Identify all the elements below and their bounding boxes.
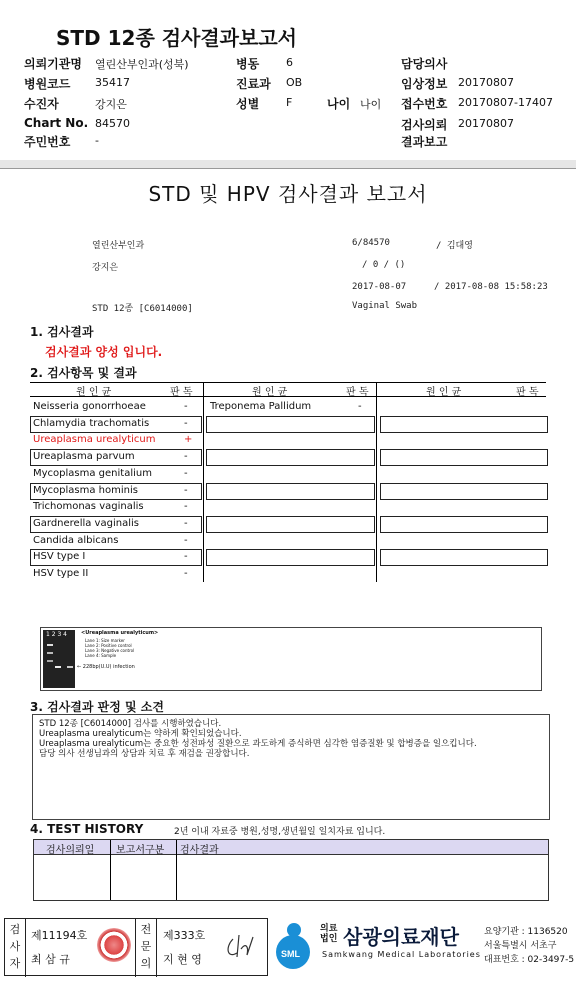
label-hospital-code: 병원코드 bbox=[24, 77, 71, 91]
empty-result-box bbox=[206, 449, 375, 466]
section3-title: 3. 검사결과 판정 및 소견 bbox=[30, 700, 164, 714]
pathogen-name: Neisseria gonorrhoeae bbox=[33, 401, 146, 412]
divider-band bbox=[0, 160, 576, 168]
pathogen-result: - bbox=[184, 485, 188, 496]
section1-title: 1. 검사결과 bbox=[30, 325, 94, 339]
empty-result-box bbox=[380, 416, 548, 433]
pathogen-result: - bbox=[184, 468, 188, 479]
specialist-label: 전문의 bbox=[135, 919, 157, 977]
meta-doctor: / 김대영 bbox=[436, 241, 473, 251]
header-result-2: 판 독 bbox=[346, 387, 369, 398]
org-english-name: Samkwang Medical Laboratories bbox=[322, 950, 481, 959]
pathogen-result: - bbox=[184, 518, 188, 529]
pathogen-result: + bbox=[184, 434, 193, 445]
report-title: STD 및 HPV 검사결과 보고서 bbox=[148, 182, 428, 206]
specialist-name: 지 현 영 bbox=[163, 953, 202, 966]
history-col-result: 검사결과 bbox=[180, 845, 219, 856]
history-col-divider bbox=[176, 840, 177, 900]
meta-test: STD 12종 [C6014000] bbox=[92, 304, 193, 314]
section2-title: 2. 검사항목 및 결과 bbox=[30, 366, 137, 380]
meta-chart: 6/84570 bbox=[352, 238, 390, 248]
value-chart-no: 84570 bbox=[95, 117, 130, 130]
org-info-code: 요양기관 : 1136520 bbox=[484, 927, 568, 937]
gel-title: <Ureaplasma urealyticum> bbox=[81, 630, 159, 636]
meta-patient: 강지은 bbox=[92, 263, 119, 273]
opinion-line: Ureaplasma urealyticum는 중요한 성전파성 질환으로 과도하게 증식하면 심각한 염증질환 및 합병증을 일으킵니다. bbox=[39, 739, 477, 749]
meta-date-report: / 2017-08-08 15:58:23 bbox=[434, 282, 548, 292]
label-hospital: 의뢰기관명 bbox=[24, 57, 82, 71]
empty-result-box bbox=[380, 549, 548, 566]
header-pathogen-2: 원 인 균 bbox=[252, 387, 288, 398]
gel-legend-item: Lane 3: Negative control bbox=[85, 648, 135, 653]
gel-legend-item: Lane 4: Sample bbox=[85, 653, 117, 658]
examiner-no: 제11194호 bbox=[31, 929, 88, 942]
gel-marker-band bbox=[47, 660, 53, 662]
meta-date-collect: 2017-08-07 bbox=[352, 282, 407, 292]
empty-result-box bbox=[380, 449, 548, 466]
gel-legend-item: Lane 2: Positive control bbox=[85, 643, 132, 648]
label-department: 진료과 bbox=[236, 77, 271, 91]
examiner-label: 검사자 bbox=[5, 919, 26, 977]
value-sex: F bbox=[286, 96, 293, 109]
label-test-request: 검사의뢰 bbox=[401, 118, 448, 132]
gel-marker-band bbox=[47, 644, 53, 646]
gel-lane-numbers: 1 2 3 4 bbox=[46, 631, 67, 638]
opinion-line: STD 12종 [C6014000] 검사를 시행하였습니다. bbox=[39, 719, 222, 729]
gel-legend bbox=[85, 638, 134, 658]
specialist-no: 제333호 bbox=[163, 929, 206, 942]
empty-result-box bbox=[380, 483, 548, 500]
empty-result-box bbox=[206, 416, 375, 433]
value-receipt-no: 20170807-17407 bbox=[458, 96, 553, 109]
empty-result-box bbox=[206, 549, 375, 566]
empty-result-box bbox=[380, 516, 548, 533]
opinion-line: Ureaplasma urealyticum는 약하게 확인되었습니다. bbox=[39, 729, 242, 739]
gel-band-text: 228bp(U.U) infection bbox=[82, 664, 135, 670]
org-prefix: 의료법인 bbox=[320, 924, 338, 944]
value-ward: 6 bbox=[286, 56, 293, 69]
label-clinical-info: 임상정보 bbox=[401, 77, 448, 91]
label-ward: 병동 bbox=[236, 57, 260, 71]
history-col-request-date: 검사의뢰일 bbox=[46, 845, 95, 856]
history-note: 2년 이내 자료중 병원,성명,생년월일 일치자료 입니다. bbox=[174, 827, 386, 837]
gel-sample-band bbox=[67, 666, 73, 668]
header-result-1: 판 독 bbox=[170, 387, 193, 398]
label-chart-no: Chart No. bbox=[24, 116, 89, 130]
history-table bbox=[33, 839, 549, 901]
seal-stamp bbox=[97, 928, 131, 962]
header-result-3: 판 독 bbox=[516, 387, 539, 398]
history-table-header bbox=[34, 840, 548, 855]
opinion-box bbox=[32, 714, 550, 820]
pathogen-name: Mycoplasma hominis bbox=[33, 485, 138, 496]
value-hospital: 열린산부인과(성북) bbox=[95, 58, 189, 71]
overall-result: 검사결과 양성 입니다. bbox=[45, 345, 163, 359]
pathogen-name: Ureaplasma parvum bbox=[33, 451, 135, 462]
label-sex: 성별 bbox=[236, 97, 260, 111]
history-col-divider bbox=[110, 840, 111, 900]
pathogen-result: - bbox=[184, 551, 188, 562]
value-department: OB bbox=[286, 76, 303, 89]
pathogen-result: - bbox=[184, 401, 188, 412]
value-patient: 강지은 bbox=[95, 98, 127, 111]
label-receipt-no: 접수번호 bbox=[401, 97, 448, 111]
document-title: STD 12종 검사결과보고서 bbox=[56, 26, 297, 50]
pathogen-result: - bbox=[184, 535, 188, 546]
meta-specimen: Vaginal Swab bbox=[352, 301, 418, 311]
value-age: 나이 bbox=[360, 98, 382, 111]
treponema-result: - bbox=[358, 401, 362, 412]
history-col-report-type: 보고서구분 bbox=[116, 845, 165, 856]
results-header bbox=[30, 382, 546, 397]
sml-logo-icon bbox=[270, 920, 316, 972]
footer bbox=[0, 918, 576, 978]
gel-band-label: ← 228bp(U.U) infection bbox=[77, 664, 135, 670]
value-hospital-code: 35417 bbox=[95, 76, 130, 89]
pathogen-name: Ureaplasma urealyticum bbox=[33, 434, 156, 445]
opinion-text bbox=[39, 719, 477, 759]
pathogen-result: - bbox=[184, 418, 188, 429]
sml-logo-text: SML bbox=[281, 949, 300, 959]
org-name: 삼광의료재단 bbox=[343, 925, 459, 949]
meta-age-sex: / 0 / () bbox=[362, 260, 406, 270]
pathogen-name: Mycoplasma genitalium bbox=[33, 468, 152, 479]
divider-line bbox=[0, 168, 576, 169]
col-divider-2 bbox=[376, 382, 377, 582]
pathogen-result: - bbox=[184, 568, 188, 579]
gel-legend-item: Lane 1: Size marker bbox=[85, 638, 125, 643]
pathogen-result: - bbox=[184, 451, 188, 462]
meta-hospital: 열린산부인과 bbox=[92, 241, 145, 251]
pathogen-name: Candida albicans bbox=[33, 535, 119, 546]
org-info-address: 서울특별시 서초구 bbox=[484, 941, 557, 951]
col-divider-1 bbox=[203, 382, 204, 582]
pathogen-result: - bbox=[184, 501, 188, 512]
pathogen-name: Trichomonas vaginalis bbox=[33, 501, 144, 512]
gel-sample-band bbox=[55, 666, 61, 668]
org-info-phone: 대표번호 : 02-3497-5 bbox=[484, 955, 575, 965]
label-resident-no: 주민번호 bbox=[24, 135, 71, 149]
pathogen-name: Chlamydia trachomatis bbox=[33, 418, 150, 429]
pathogen-name: HSV type I bbox=[33, 551, 86, 562]
label-result-report: 결과보고 bbox=[401, 135, 448, 149]
gel-electrophoresis-figure bbox=[40, 627, 542, 691]
examiner-name: 최 삼 규 bbox=[31, 953, 70, 966]
empty-result-box bbox=[206, 516, 375, 533]
pathogen-name: HSV type II bbox=[33, 568, 89, 579]
opinion-line: 담당 의사 선생님과의 상담과 치료 후 재검을 권장합니다. bbox=[39, 749, 250, 759]
header-pathogen-3: 원 인 균 bbox=[426, 387, 462, 398]
label-age: 나이 bbox=[327, 97, 351, 111]
value-resident-no: - bbox=[95, 134, 99, 147]
header-pathogen-1: 원 인 균 bbox=[76, 387, 112, 398]
gel-marker-band bbox=[47, 652, 53, 654]
value-clinical-info: 20170807 bbox=[458, 76, 514, 89]
pathogen-name: Gardnerella vaginalis bbox=[33, 518, 139, 529]
empty-result-box bbox=[206, 483, 375, 500]
signature-icon bbox=[223, 929, 259, 963]
signature-box bbox=[4, 918, 268, 976]
treponema-name: Treponema Pallidum bbox=[210, 401, 312, 412]
label-patient: 수진자 bbox=[24, 97, 59, 111]
label-doctor: 담당의사 bbox=[401, 57, 448, 71]
value-test-request: 20170807 bbox=[458, 117, 514, 130]
section4-title: 4. TEST HISTORY bbox=[30, 822, 144, 836]
gel-image bbox=[43, 630, 75, 688]
